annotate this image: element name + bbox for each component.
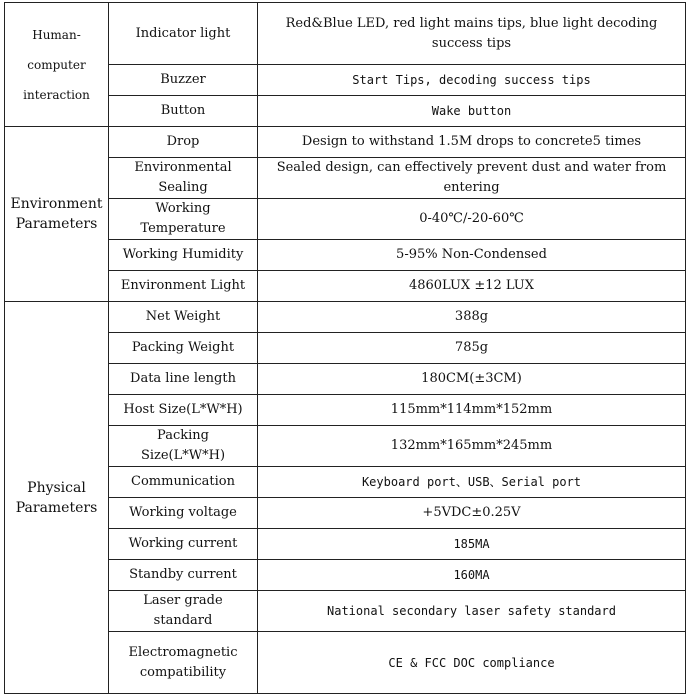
spec-label: Working Temperature bbox=[109, 199, 258, 240]
group-human-computer-interaction: Human-computer interaction bbox=[5, 3, 109, 127]
spec-value: Wake button bbox=[258, 96, 686, 127]
spec-label: Host Size(L*W*H) bbox=[109, 395, 258, 426]
table-row bbox=[5, 127, 686, 158]
table-row bbox=[5, 302, 686, 333]
spec-value: National secondary laser safety standard bbox=[258, 591, 686, 632]
table-row bbox=[5, 3, 686, 65]
spec-label: Working voltage bbox=[109, 498, 258, 529]
spec-label: Environment Light bbox=[109, 271, 258, 302]
spec-label: Environmental Sealing bbox=[109, 158, 258, 199]
spec-table bbox=[4, 2, 686, 694]
spec-value: 5-95% Non-Condensed bbox=[258, 240, 686, 271]
spec-value: 160MA bbox=[258, 560, 686, 591]
spec-value: 0-40℃/-20-60℃ bbox=[258, 199, 686, 240]
spec-value: +5VDC±0.25V bbox=[258, 498, 686, 529]
spec-label: Buzzer bbox=[109, 65, 258, 96]
spec-label: Indicator light bbox=[109, 3, 258, 65]
spec-value: Sealed design, can effectively prevent dust and water from entering bbox=[258, 158, 686, 199]
spec-label: Data line length bbox=[109, 364, 258, 395]
group-environment-parameters: Environment Parameters bbox=[5, 127, 109, 302]
spec-label: Packing Size(L*W*H) bbox=[109, 426, 258, 467]
group-physical-parameters: Physical Parameters bbox=[5, 302, 109, 694]
spec-label: Laser grade standard bbox=[109, 591, 258, 632]
spec-value: CE & FCC DOC compliance bbox=[258, 632, 686, 694]
spec-value: 132mm*165mm*245mm bbox=[258, 426, 686, 467]
spec-value: 4860LUX ±12 LUX bbox=[258, 271, 686, 302]
spec-value: Keyboard port、USB、Serial port bbox=[258, 467, 686, 498]
spec-value: 185MA bbox=[258, 529, 686, 560]
spec-label: Net Weight bbox=[109, 302, 258, 333]
spec-value: Start Tips, decoding success tips bbox=[258, 65, 686, 96]
spec-label: Drop bbox=[109, 127, 258, 158]
spec-label: Working Humidity bbox=[109, 240, 258, 271]
spec-value: 388g bbox=[258, 302, 686, 333]
spec-value: 115mm*114mm*152mm bbox=[258, 395, 686, 426]
spec-label: Standby current bbox=[109, 560, 258, 591]
spec-value: 785g bbox=[258, 333, 686, 364]
spec-label: Communication bbox=[109, 467, 258, 498]
spec-label: Packing Weight bbox=[109, 333, 258, 364]
spec-value: Red&Blue LED, red light mains tips, blue light decoding success tips bbox=[258, 3, 686, 65]
spec-value: Design to withstand 1.5M drops to concrete5 times bbox=[258, 127, 686, 158]
spec-value: 180CM(±3CM) bbox=[258, 364, 686, 395]
spec-label: Electromagnetic compatibility bbox=[109, 632, 258, 694]
spec-label: Button bbox=[109, 96, 258, 127]
spec-label: Working current bbox=[109, 529, 258, 560]
